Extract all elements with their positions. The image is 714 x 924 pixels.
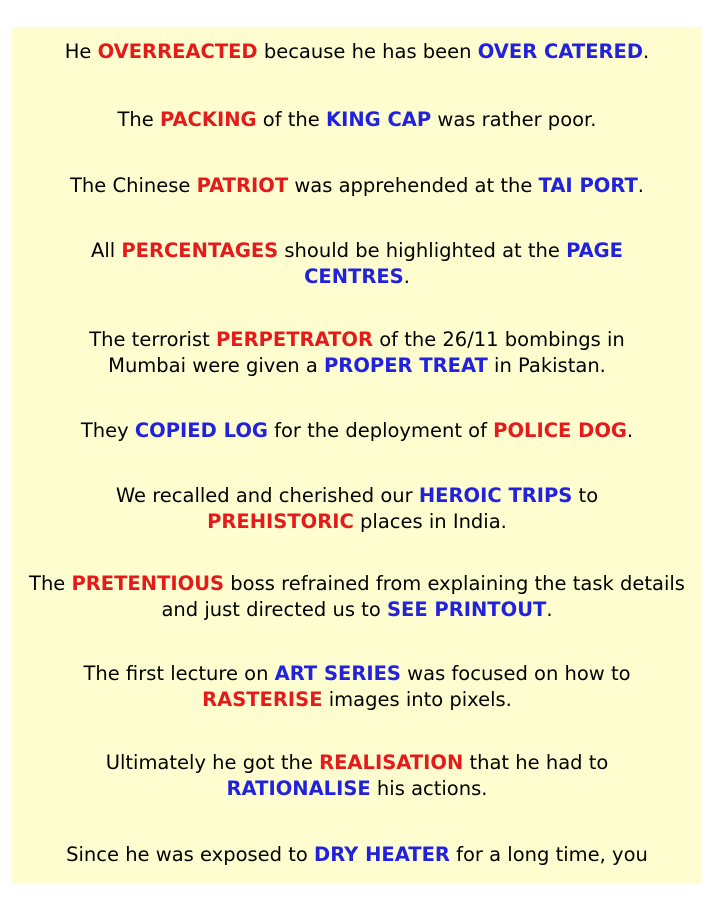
plain-text: The [117, 108, 160, 131]
plain-text: The [29, 572, 72, 595]
sentence-11 [12, 842, 702, 868]
plain-text: was apprehended at the [288, 174, 539, 197]
plain-text: They [80, 419, 135, 442]
plain-text: of the [256, 108, 326, 131]
plain-text: his actions. [370, 777, 488, 800]
highlighted-word: PRETENTIOUS [71, 572, 225, 595]
plain-text: He [64, 40, 98, 63]
plain-text: The first lecture on [83, 662, 275, 685]
plain-text: images into pixels. [322, 688, 512, 711]
sentence-4 [52, 238, 662, 290]
plain-text: for the deployment of [267, 419, 494, 442]
plain-text: that he had to [463, 751, 609, 774]
highlighted-word: PATRIOT [196, 174, 289, 197]
plain-text: All [90, 239, 122, 262]
plain-text: . [546, 598, 553, 621]
sentence-9 [52, 661, 662, 713]
highlighted-word: RATIONALISE [226, 777, 371, 800]
highlighted-word: ART SERIES [274, 662, 401, 685]
highlighted-word: KING CAP [325, 108, 432, 131]
plain-text: to [572, 484, 599, 507]
highlighted-word: PREHISTORIC [207, 510, 354, 533]
highlighted-word: PERCENTAGES [121, 239, 279, 262]
sentence-7 [82, 483, 632, 535]
plain-text: was rather poor. [431, 108, 597, 131]
sentence-6 [12, 418, 702, 444]
sentence-8 [22, 571, 692, 623]
plain-text: in Pakistan. [487, 354, 606, 377]
plain-text: for a long time, you [449, 843, 648, 866]
plain-text: The Chinese [70, 174, 197, 197]
plain-text: We recalled and cherished our [115, 484, 419, 507]
highlighted-word: OVERREACTED [97, 40, 258, 63]
plain-text: because he has been [257, 40, 478, 63]
highlighted-word: PERPETRATOR [215, 328, 373, 351]
plain-text: of the 26/11 bombings in Mumbai were given a [108, 328, 625, 377]
sentence-5 [72, 327, 642, 379]
sentence-2 [12, 107, 702, 133]
highlighted-word: PACKING [159, 108, 257, 131]
highlighted-word: SEE PRINTOUT [386, 598, 547, 621]
plain-text: . [626, 419, 634, 442]
highlighted-word: POLICE DOG [493, 419, 627, 442]
highlighted-word: REALISATION [319, 751, 464, 774]
highlighted-word: RASTERISE [202, 688, 323, 711]
plain-text: . [403, 265, 410, 288]
plain-text: places in India. [353, 510, 507, 533]
highlighted-word: PAGE CENTRES [304, 239, 623, 288]
plain-text: The terrorist [89, 328, 216, 351]
sentence-1 [12, 39, 702, 65]
plain-text: boss refrained from explaining the task details and just directed us to [161, 572, 685, 621]
highlighted-word: PROPER TREAT [324, 354, 488, 377]
highlighted-word: COPIED LOG [134, 419, 268, 442]
highlighted-word: OVER CATERED [477, 40, 644, 63]
plain-text: should be highlighted at the [278, 239, 567, 262]
sentence-10 [72, 750, 642, 802]
plain-text: . [637, 174, 644, 197]
plain-text: Ultimately he got the [105, 751, 320, 774]
highlighted-word: DRY HEATER [314, 843, 450, 866]
document-page [12, 27, 702, 884]
sentence-3 [12, 173, 702, 199]
plain-text: Since he was exposed to [66, 843, 315, 866]
plain-text: was focused on how to [400, 662, 631, 685]
highlighted-word: TAI PORT [538, 174, 638, 197]
highlighted-word: HEROIC TRIPS [418, 484, 573, 507]
plain-text: . [643, 40, 650, 63]
